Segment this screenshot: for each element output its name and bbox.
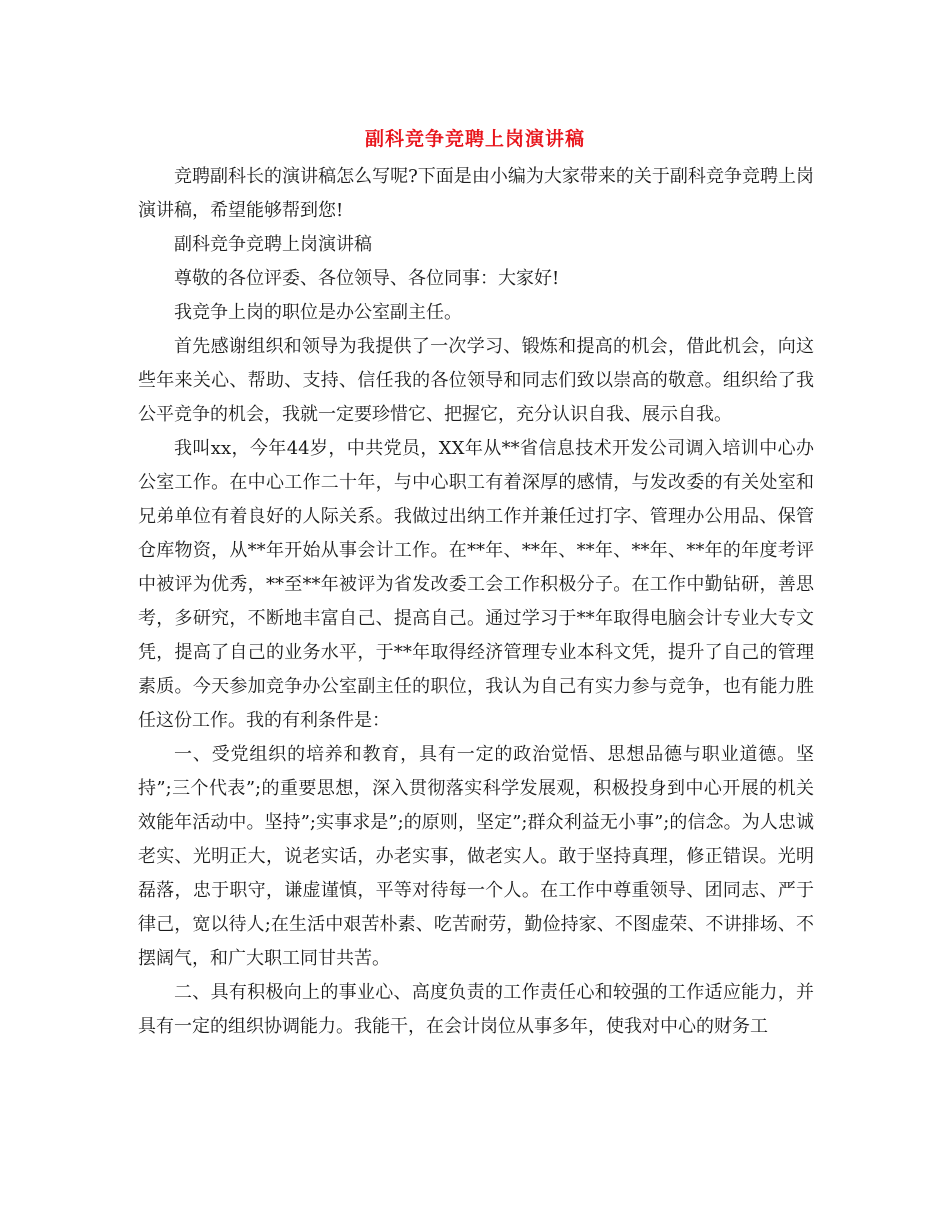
paragraph-greeting: 尊敬的各位评委、各位领导、各位同事：大家好! xyxy=(174,268,560,289)
paragraph-self-intro: 我叫xx，今年44岁，中共党员，XX年从**省信息技术开发公司调入培训中心办公室工作。在中心工作二十年，与中心职工有着深厚的感情，与发改委的有关处室和兄弟单位有着良好的人际关系。我做过出纳工作并兼任过打字、管理办公用品、保管仓库物资，从**年开始从事会计工作。在**年、**年、**年、**年、**年的年度考评中被评为优秀，**至**年被评为省发改委工会工作积极分子。在工作中勤钻研，善思考，多研究，不断地丰富自己、提高自己。通过学习于**年取得电脑会计专业大专文凭，提高了自己的业务水平，于**年取得经济管理专业本科文凭，提升了自己的管理素质。今天参加竞争办公室副主任的职位，我认为自己有实力参与竞争，也有能力胜任这份工作。我的有利条件是： xyxy=(138,438,814,731)
document-title: 副科竞争竞聘上岗演讲稿 xyxy=(364,128,585,150)
document-body xyxy=(138,160,814,1044)
paragraph-position: 我竞争上岗的职位是办公室副主任。 xyxy=(174,302,462,323)
paragraph-intro: 竞聘副科长的演讲稿怎么写呢?下面是由小编为大家带来的关于副科竞争竞聘上岗演讲稿，希望能够帮到您! xyxy=(138,166,814,221)
paragraph-point-one: 一、受党组织的培养和教育，具有一定的政治觉悟、思想品德与职业道德。坚持”;三个代表”;的重要思想，深入贯彻落实科学发展观，积极投身到中心开展的机关效能年活动中。坚持”;实事求是”;的原则，坚定”;群众利益无小事”;的信念。为人忠诚老实、光明正大，说老实话，办老实事，做老实人。敢于坚持真理，修正错误。光明磊落，忠于职守，谦虚谨慎，平等对待每一个人。在工作中尊重领导、团同志、严于律己，宽以待人;在生活中艰苦朴素、吃苦耐劳，勤俭持家、不图虚荣、不讲排场、不摆阔气，和广大职工同甘共苦。 xyxy=(138,744,814,969)
paragraph-thanks: 首先感谢组织和领导为我提供了一次学习、锻炼和提高的机会，借此机会，向这些年来关心、帮助、支持、信任我的各位领导和同志们致以崇高的敬意。组织给了我公平竞争的机会，我就一定要珍惜它、把握它，充分认识自我、展示自我。 xyxy=(138,336,814,425)
paragraph-subtitle: 副科竞争竞聘上岗演讲稿 xyxy=(174,234,372,255)
paragraph-point-two: 二、具有积极向上的事业心、高度负责的工作责任心和较强的工作适应能力，并具有一定的组织协调能力。我能干，在会计岗位从事多年，使我对中心的财务工 xyxy=(138,982,814,1037)
